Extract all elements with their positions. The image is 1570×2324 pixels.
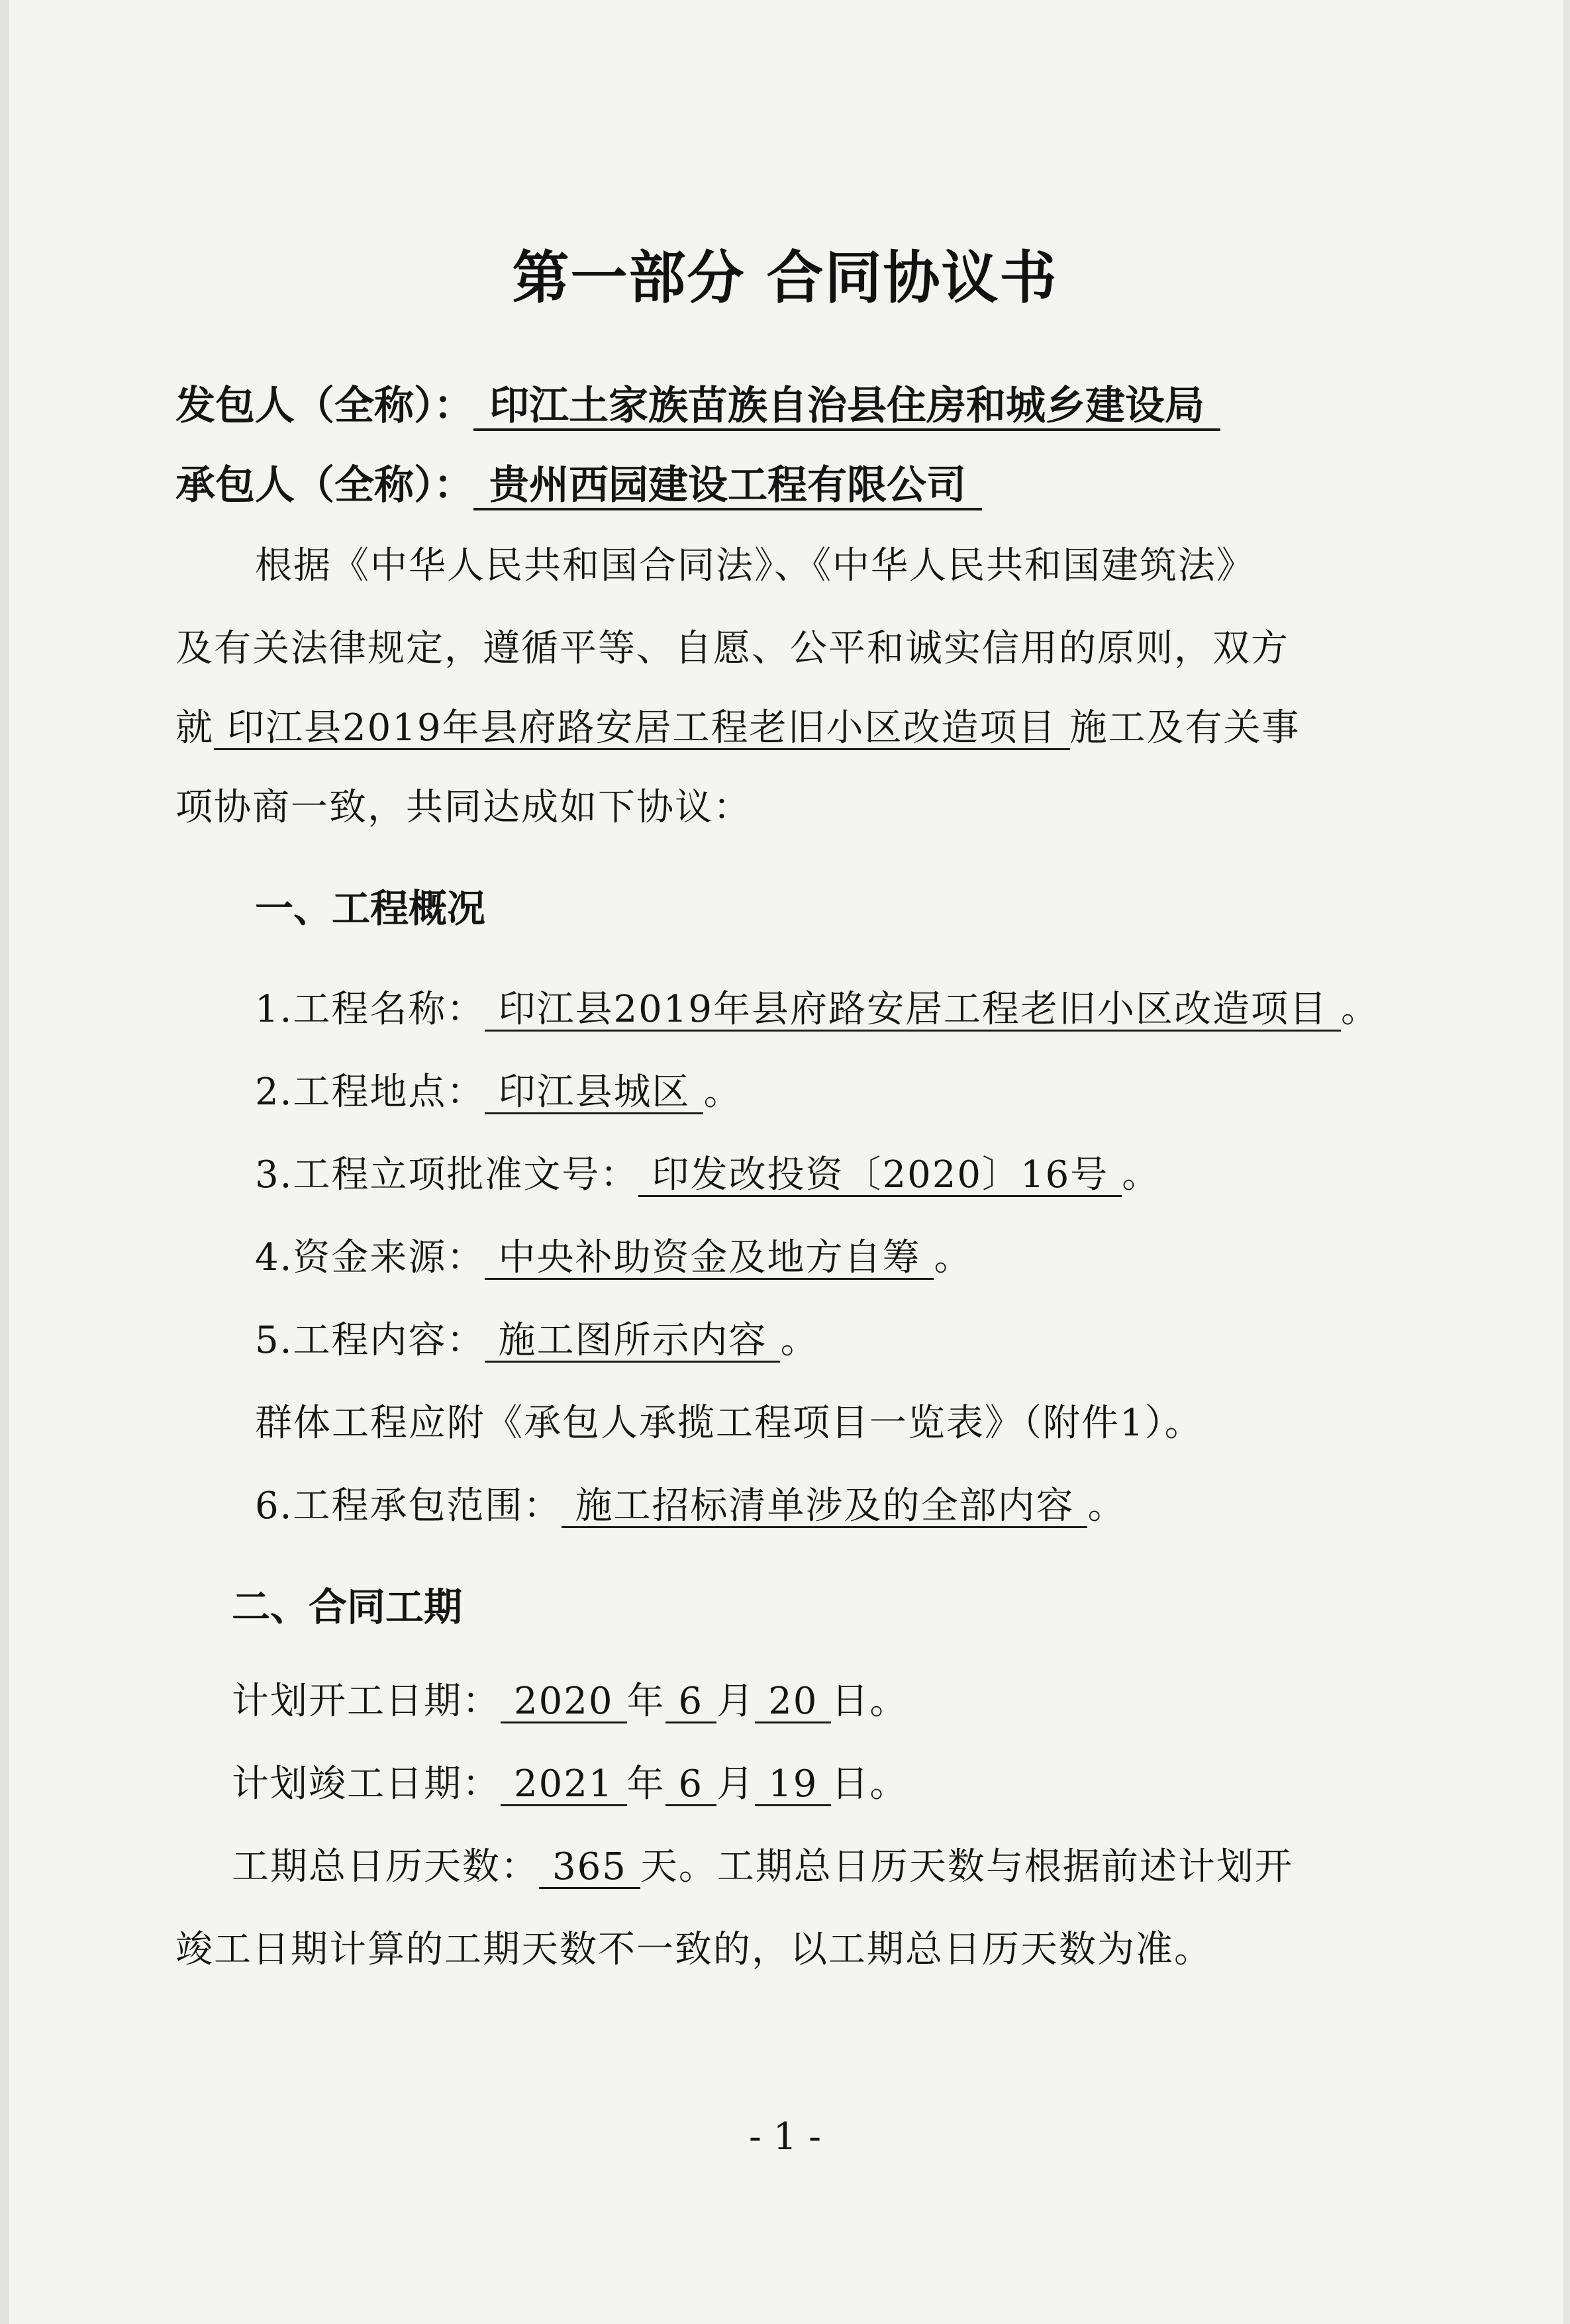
total-days-suffix: 天。工期总日历天数与根据前述计划开: [640, 1845, 1293, 1888]
funding-source-label: 4.资金来源：: [255, 1236, 485, 1279]
planned-completion-month: 6: [665, 1765, 717, 1806]
project-name-end: 。: [1340, 988, 1379, 1031]
employer-name: 印江土家族苗族自治县住房和城乡建设局: [473, 385, 1220, 431]
contract-scope-value: 施工招标清单涉及的全部内容: [562, 1487, 1087, 1528]
intro-project-name: 印江县2019年县府路安居工程老旧小区改造项目: [214, 709, 1070, 750]
planned-completion-day: 19: [755, 1765, 831, 1806]
intro-line-2: 及有关法律规定，遵循平等、自愿、公平和诚实信用的原则，双方: [175, 627, 1289, 670]
intro-line-4: 项协商一致，共同达成如下协议：: [175, 786, 752, 829]
planned-start-year: 2020: [501, 1682, 627, 1723]
project-name-line: [255, 980, 1379, 1033]
project-content-line: [255, 1311, 818, 1364]
funding-source-value: 中央补助资金及地方自筹: [485, 1239, 934, 1280]
planned-completion-line: [232, 1755, 908, 1808]
intro-line-3: [175, 699, 1300, 751]
funding-source-line: [255, 1228, 972, 1281]
project-content-end: 。: [780, 1319, 819, 1362]
planned-start-day: 20: [755, 1682, 831, 1723]
planned-completion-label: 计划竣工日期：: [232, 1763, 501, 1806]
approval-number-label: 3.工程立项批准文号：: [255, 1153, 639, 1196]
employer-label: 发包人（全称）：: [175, 383, 473, 429]
document-title: 第一部分 合同协议书: [512, 245, 1058, 311]
contractor-line: [175, 454, 982, 510]
planned-completion-year: 2021: [501, 1765, 627, 1806]
project-content-value: 施工图所示内容: [485, 1322, 780, 1363]
planned-completion-day-unit: 日。: [831, 1763, 908, 1806]
project-location-value: 印江县城区: [485, 1073, 703, 1114]
group-project-note: 群体工程应附《承包人承揽工程项目一览表》（附件1）。: [255, 1402, 1203, 1445]
scan-edge-left: [0, 0, 9, 2324]
section-1-heading: 一、工程概况: [255, 886, 486, 931]
planned-start-line: [232, 1672, 908, 1725]
total-days-label: 工期总日历天数：: [232, 1845, 539, 1888]
contract-scope-line: [255, 1477, 1126, 1529]
section-2-heading: 二、合同工期: [232, 1584, 463, 1629]
contractor-name: 贵州西园建设工程有限公司: [473, 465, 982, 510]
approval-number-line: [255, 1145, 1160, 1198]
total-days-line: [232, 1837, 1293, 1890]
total-days-value: 365: [539, 1848, 640, 1889]
contract-scope-label: 6.工程承包范围：: [255, 1484, 562, 1527]
intro-line-1: 根据《中华人民共和国合同法》、《中华人民共和国建筑法》: [255, 544, 1255, 587]
planned-start-day-unit: 日。: [831, 1680, 908, 1723]
total-days-line-2: 竣工日期计算的工期天数不一致的，以工期总日历天数为准。: [175, 1928, 1212, 1971]
approval-number-end: 。: [1122, 1153, 1161, 1196]
funding-source-end: 。: [934, 1236, 973, 1279]
planned-start-label: 计划开工日期：: [232, 1680, 501, 1723]
planned-start-year-unit: 年: [626, 1680, 665, 1723]
project-name-value: 印江县2019年县府路安居工程老旧小区改造项目: [485, 991, 1341, 1032]
planned-completion-month-unit: 月: [716, 1763, 756, 1806]
intro-suffix: 施工及有关事: [1069, 706, 1300, 750]
employer-line: [175, 374, 1220, 431]
planned-completion-year-unit: 年: [626, 1763, 665, 1806]
project-content-label: 5.工程内容：: [255, 1319, 485, 1362]
project-location-line: [255, 1063, 742, 1116]
scan-edge-right: [1563, 0, 1570, 2324]
project-location-label: 2.工程地点：: [255, 1071, 485, 1114]
contract-scope-end: 。: [1087, 1484, 1126, 1527]
approval-number-value: 印发改投资〔2020〕16号: [638, 1156, 1122, 1197]
planned-start-month: 6: [665, 1682, 717, 1723]
intro-prefix: 就: [175, 706, 214, 750]
planned-start-month-unit: 月: [716, 1680, 756, 1723]
project-name-label: 1.工程名称：: [255, 988, 485, 1031]
contractor-label: 承包人（全称）：: [175, 462, 473, 508]
page-number: - 1 -: [748, 2115, 822, 2158]
project-location-end: 。: [703, 1071, 742, 1114]
